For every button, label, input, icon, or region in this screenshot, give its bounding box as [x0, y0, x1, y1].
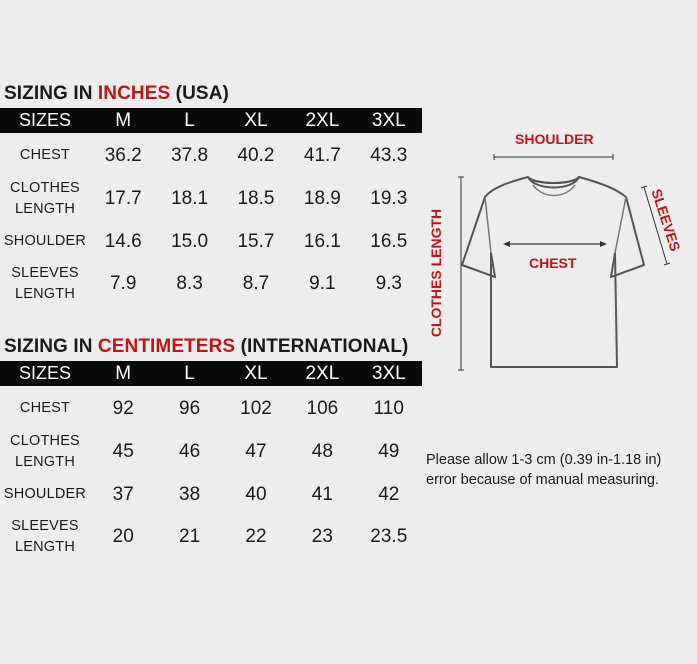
- table-cell: 110: [373, 397, 404, 419]
- table-cell: 40: [245, 483, 267, 505]
- table-cell: 19.3: [370, 188, 408, 209]
- row-label-line1: SLEEVES: [11, 265, 79, 281]
- cm-header-row: [0, 361, 422, 386]
- measurement-diagram: [425, 125, 697, 385]
- table-cell: 15.0: [171, 230, 209, 252]
- tshirt-outline: [462, 177, 644, 367]
- row-label: [0, 386, 90, 431]
- table-cell: 16.1: [303, 230, 341, 252]
- table-cell: 16.5: [370, 230, 408, 252]
- header-size-xl: XL: [223, 108, 289, 133]
- table-cell: 17.7: [104, 188, 142, 209]
- table-cell: 23.5: [370, 526, 408, 547]
- header-size-3xl: 3XL: [356, 361, 422, 386]
- chest-measure-arrow: [503, 241, 607, 247]
- clothes-length-label: CLOTHES LENGTH: [428, 208, 444, 338]
- row-label-line1: CHEST: [19, 147, 71, 163]
- clothes-length-measure-line: [458, 177, 464, 370]
- table-cell: 102: [240, 397, 272, 419]
- table-cell: 43.3: [370, 144, 408, 166]
- table-cell: 45: [112, 441, 134, 462]
- table-cell: 42: [378, 483, 400, 505]
- table-cell: 23: [311, 526, 333, 547]
- header-size-2xl: 2XL: [289, 361, 355, 386]
- cm-title-accent: CENTIMETERS: [97, 336, 236, 357]
- row-label: [0, 473, 90, 516]
- row-label-line1: SLEEVES: [11, 518, 79, 534]
- inches-title-suffix: (USA): [170, 83, 229, 104]
- row-label-line1: SHOULDER: [3, 486, 87, 502]
- header-size-xl: XL: [223, 361, 289, 386]
- table-row: [0, 386, 422, 431]
- header-sizes: SIZES: [0, 108, 90, 133]
- row-label: [0, 220, 90, 263]
- table-cell: 9.1: [309, 273, 336, 294]
- inches-title-accent: INCHES: [97, 83, 171, 104]
- centimeters-section-title: [4, 336, 408, 358]
- table-cell: 96: [179, 397, 201, 419]
- header-size-3xl: 3XL: [356, 108, 422, 133]
- row-label-line1: SHOULDER: [3, 233, 87, 249]
- header-sizes: SIZES: [0, 361, 90, 386]
- row-label: [0, 431, 90, 473]
- inches-section-title: [4, 83, 229, 105]
- note-line2: error because of manual measuring.: [426, 472, 659, 488]
- centimeters-size-table: [0, 361, 422, 558]
- table-cell: 47: [245, 441, 267, 462]
- table-cell: 8.7: [242, 273, 270, 294]
- cm-title-prefix: SIZING IN: [4, 336, 98, 357]
- table-cell: 46: [179, 441, 201, 462]
- inches-header-row: [0, 108, 422, 133]
- row-label: [0, 133, 90, 178]
- measurement-note: [426, 450, 696, 490]
- table-cell: 41.7: [303, 144, 341, 166]
- row-label-line1: CHEST: [19, 400, 71, 416]
- table-cell: 41: [311, 483, 333, 505]
- table-cell: 18.9: [303, 188, 341, 209]
- inches-title-prefix: SIZING IN: [4, 83, 98, 104]
- table-cell: 14.6: [104, 230, 142, 252]
- shoulder-measure-line: [494, 154, 613, 160]
- table-cell: 37: [112, 483, 134, 505]
- table-row: [0, 133, 422, 178]
- table-cell: 48: [311, 441, 333, 462]
- table-cell: 7.9: [109, 273, 137, 294]
- table-cell: 20: [112, 526, 134, 547]
- cm-title-suffix: (INTERNATIONAL): [235, 336, 409, 357]
- table-row: [0, 263, 422, 305]
- tshirt-right-seam: [615, 197, 626, 253]
- table-cell: 18.1: [171, 188, 209, 209]
- row-label-line1: CLOTHES: [10, 180, 80, 196]
- table-cell: 92: [112, 397, 134, 419]
- table-cell: 9.3: [375, 273, 402, 294]
- row-label-line2: LENGTH: [14, 286, 75, 302]
- table-cell: 18.5: [237, 188, 275, 209]
- row-label: [0, 263, 90, 305]
- table-cell: 49: [378, 441, 400, 462]
- table-row: [0, 220, 422, 263]
- chest-label: CHEST: [529, 255, 577, 271]
- table-cell: 36.2: [104, 144, 142, 166]
- note-line1: Please allow 1-3 cm (0.39 in-1.18 in): [426, 452, 662, 468]
- table-cell: 38: [179, 483, 201, 505]
- table-cell: 40.2: [237, 144, 275, 166]
- row-label-line1: CLOTHES: [10, 433, 80, 449]
- inches-size-table: [0, 108, 422, 305]
- shoulder-label: SHOULDER: [515, 131, 594, 147]
- table-cell: 15.7: [237, 230, 275, 252]
- table-cell: 8.3: [176, 273, 203, 294]
- table-cell: 37.8: [171, 144, 209, 166]
- tshirt-collar: [528, 177, 579, 188]
- table-cell: 22: [245, 526, 267, 547]
- table-cell: 106: [306, 397, 339, 419]
- header-size-m: M: [90, 108, 156, 133]
- table-row: [0, 431, 422, 473]
- row-label-line2: LENGTH: [14, 539, 75, 555]
- row-label: [0, 516, 90, 558]
- row-label-line2: LENGTH: [14, 454, 75, 470]
- row-label: [0, 178, 90, 220]
- tshirt-left-seam: [485, 197, 491, 253]
- header-size-2xl: 2XL: [289, 108, 355, 133]
- row-label-line2: LENGTH: [14, 201, 75, 217]
- header-size-l: L: [156, 361, 222, 386]
- table-cell: 21: [179, 526, 201, 547]
- sleeves-label: SLEEVES: [648, 186, 684, 254]
- header-size-m: M: [90, 361, 156, 386]
- table-row: [0, 178, 422, 220]
- header-size-l: L: [156, 108, 222, 133]
- table-row: [0, 516, 422, 558]
- table-row: [0, 473, 422, 516]
